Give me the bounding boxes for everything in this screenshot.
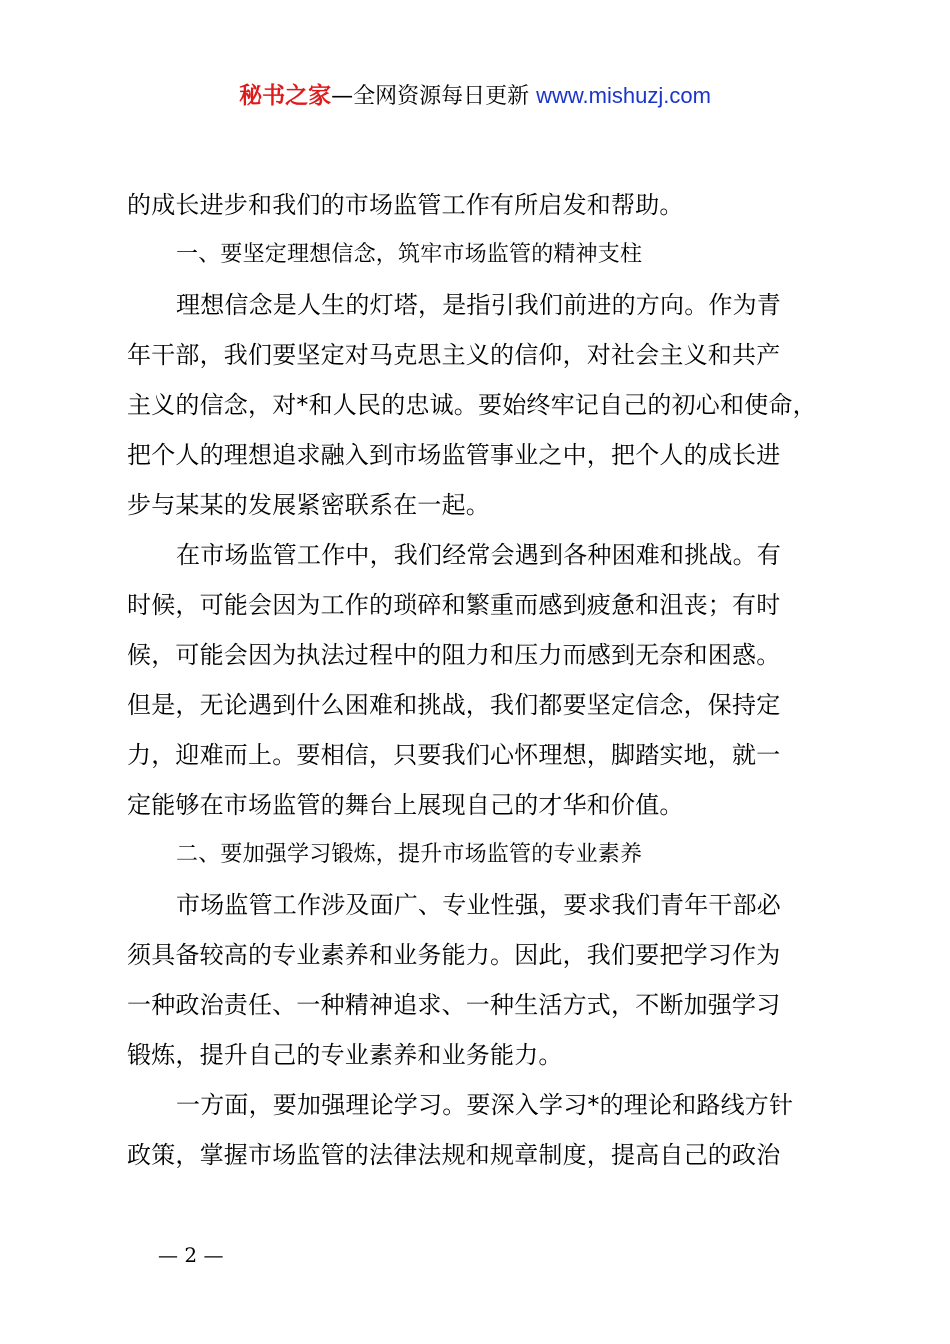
page-number: — 2 — — [158, 1243, 224, 1267]
text-line: 把个人的理想追求融入到市场监管事业之中，把个人的成长进 — [127, 441, 781, 469]
text-line: 定能够在市场监管的舞台上展现自己的才华和价值。 — [127, 791, 684, 819]
site-header — [0, 80, 950, 113]
text-line: 的成长进步和我们的市场监管工作有所启发和帮助。 — [127, 191, 684, 219]
paragraph-start: 在市场监管工作中，我们经常会遇到各种困难和挑战。有 — [176, 541, 781, 569]
text-line: 主义的信念，对*和人民的忠诚。要始终牢记自己的初心和使命， — [127, 391, 817, 419]
site-brand: 秘书之家 — [239, 83, 332, 109]
text-line: 时候，可能会因为工作的琐碎和繁重而感到疲惫和沮丧；有时 — [127, 591, 781, 619]
text-line: 候，可能会因为执法过程中的阻力和压力而感到无奈和困惑。 — [127, 641, 781, 669]
paragraph-start: 理想信念是人生的灯塔，是指引我们前进的方向。作为青 — [176, 291, 781, 319]
text-line: 政策，掌握市场监管的法律法规和规章制度，提高自己的政治 — [127, 1141, 781, 1169]
paragraph-start: 一方面，要加强理论学习。要深入学习*的理论和路线方针 — [176, 1091, 794, 1119]
text-line: 力，迎难而上。要相信，只要我们心怀理想，脚踏实地，就一 — [127, 741, 781, 769]
text-line: 但是，无论遇到什么困难和挑战，我们都要坚定信念，保持定 — [127, 691, 781, 719]
text-line: 须具备较高的专业素养和业务能力。因此，我们要把学习作为 — [127, 941, 781, 969]
text-line: 一种政治责任、一种精神追求、一种生活方式，不断加强学习 — [127, 991, 781, 1019]
site-url-link[interactable]: www.mishuzj.com — [536, 83, 711, 108]
site-tagline: —全网资源每日更新 — [331, 84, 537, 109]
section-heading-1: 一、要坚定理想信念，筑牢市场监管的精神支柱 — [176, 242, 643, 267]
text-line: 锻炼，提升自己的专业素养和业务能力。 — [127, 1041, 563, 1069]
text-line: 步与某某的发展紧密联系在一起。 — [127, 491, 490, 519]
section-heading-2: 二、要加强学习锻炼，提升市场监管的专业素养 — [176, 842, 643, 867]
text-line: 年干部，我们要坚定对马克思主义的信仰，对社会主义和共产 — [127, 341, 781, 369]
document-body — [127, 180, 837, 1180]
paragraph-start: 市场监管工作涉及面广、专业性强，要求我们青年干部必 — [176, 891, 781, 919]
